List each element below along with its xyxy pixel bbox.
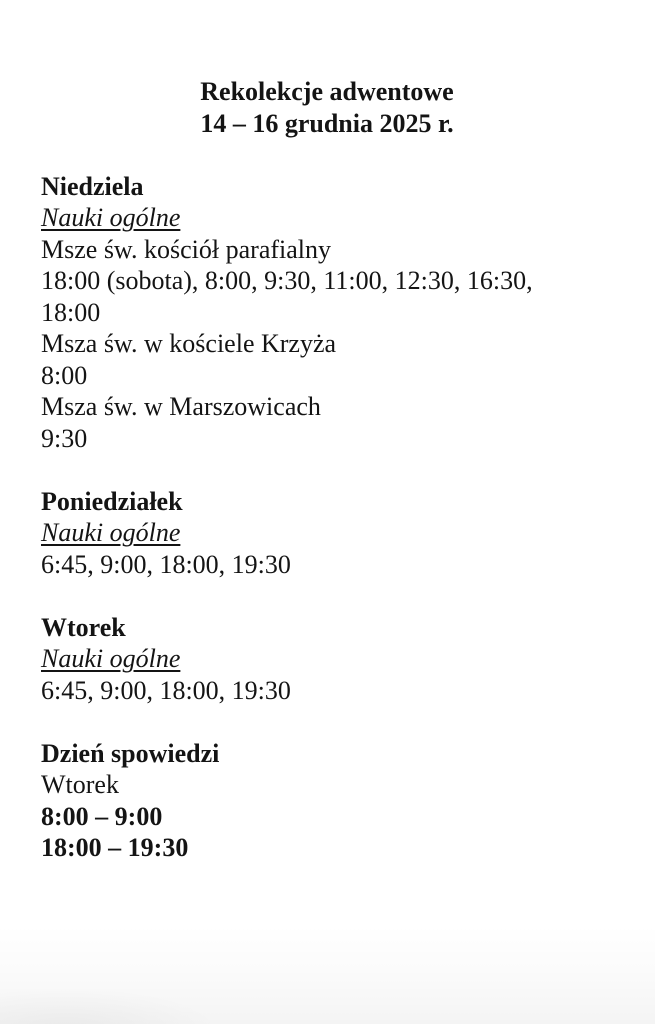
body-line: 8:00 [41, 360, 88, 390]
body-line: Msza św. w Marszowicach [41, 392, 321, 421]
page-bottom-shade [0, 924, 655, 1024]
subheading-text: Nauki ogólne [41, 644, 181, 673]
confession-hours-line: 8:00 – 9:00 [41, 801, 163, 831]
body-line: Msze św. kościół parafialny [41, 234, 332, 264]
section-subheading-poniedzialek [41, 517, 613, 549]
body-line: 6:45, 9:00, 18:00, 19:30 [41, 549, 291, 579]
section-wtorek [41, 612, 613, 707]
section-heading-poniedzialek: Poniedziałek [41, 486, 183, 516]
section-heading-wtorek: Wtorek [41, 612, 126, 642]
document-title-line-2: 14 – 16 grudnia 2025 r. [200, 108, 454, 138]
section-niedziela [41, 171, 613, 455]
body-line: 9:30 [41, 423, 88, 453]
document-title-line-1: Rekolekcje adwentowe [200, 77, 454, 106]
confession-hours-line: 18:00 – 19:30 [41, 833, 189, 862]
body-line: 18:00 [41, 297, 101, 327]
body-line: 18:00 (sobota), 8:00, 9:30, 11:00, 12:30, 16:30, [41, 266, 533, 295]
section-subheading-wtorek [41, 643, 613, 675]
body-line: Msza św. w kościele Krzyża [41, 329, 337, 358]
section-subheading-niedziela [41, 202, 613, 234]
section-dzien-spowiedzi [41, 738, 613, 864]
section-poniedzialek [41, 486, 613, 581]
document-title-block [41, 76, 613, 139]
section-heading-niedziela: Niedziela [41, 171, 144, 201]
confession-day: Wtorek [41, 770, 119, 799]
subheading-text: Nauki ogólne [41, 203, 181, 232]
body-line: 6:45, 9:00, 18:00, 19:30 [41, 675, 291, 705]
subheading-text: Nauki ogólne [41, 518, 181, 547]
section-heading-dzien-spowiedzi: Dzień spowiedzi [41, 738, 220, 768]
